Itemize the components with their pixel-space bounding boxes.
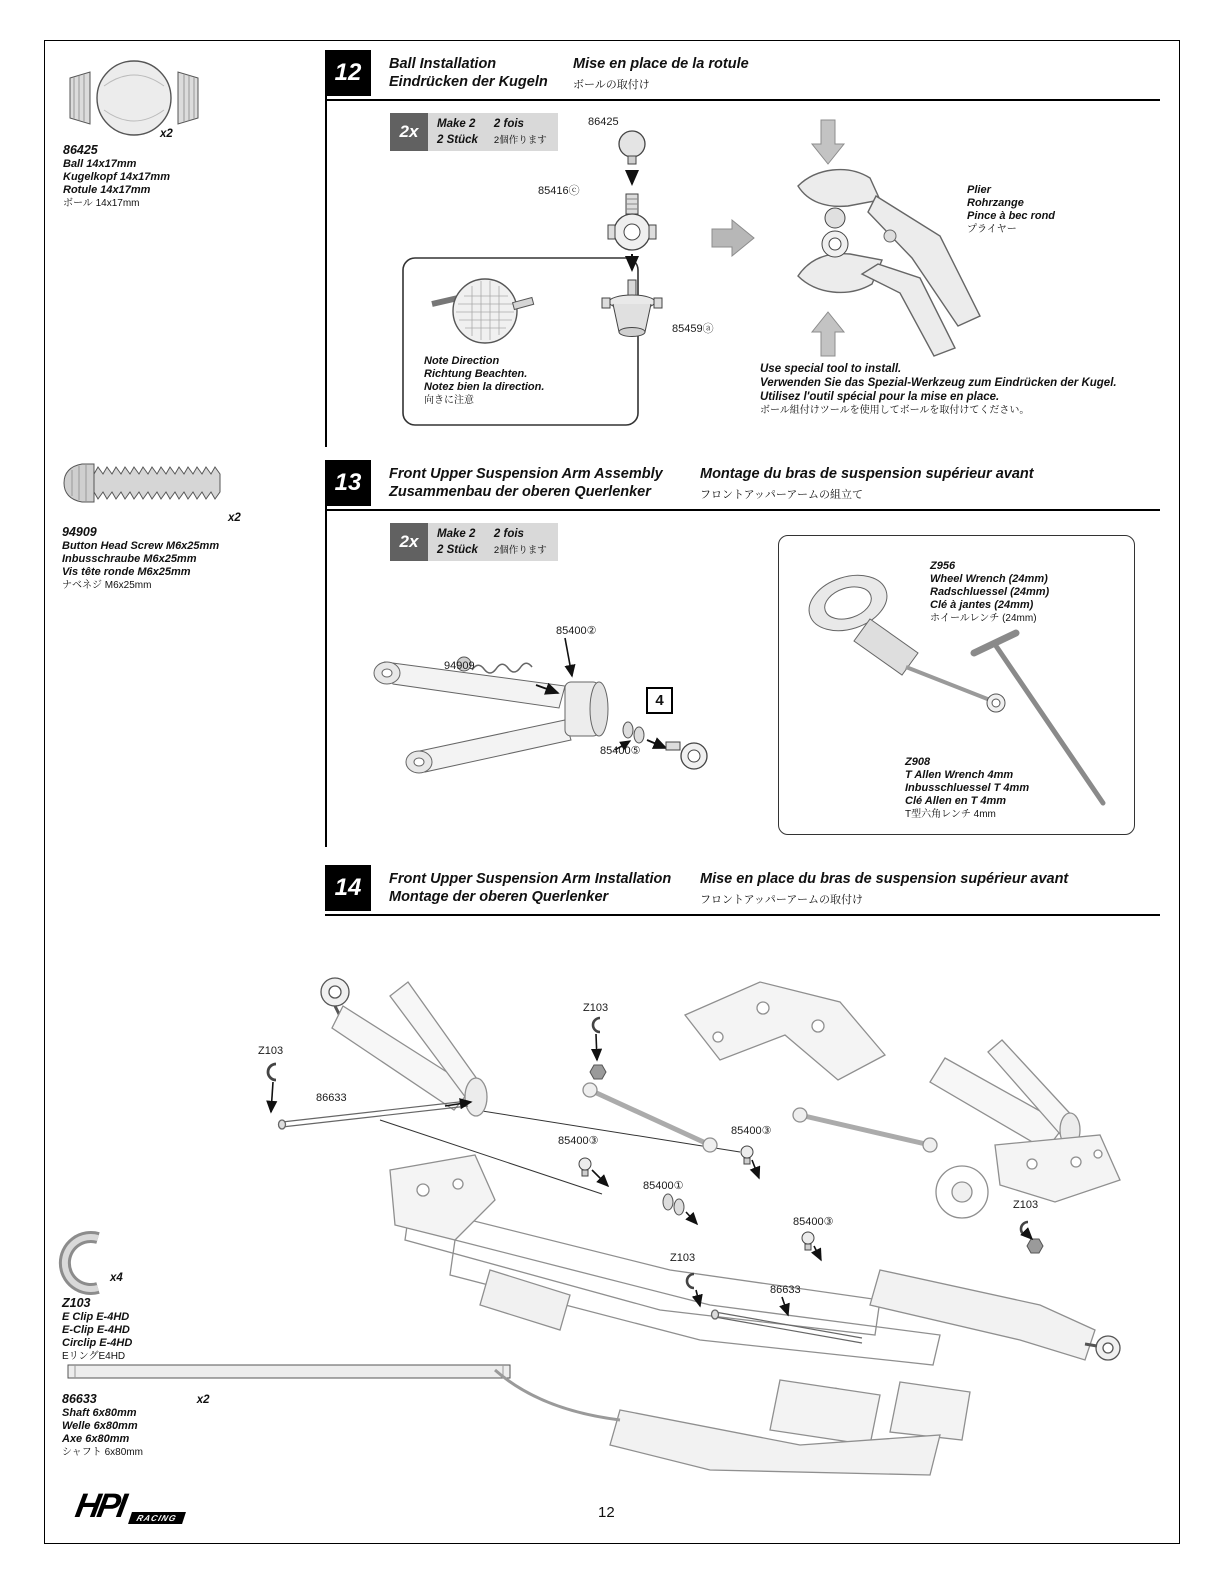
note-fr: Notez bien la direction. bbox=[424, 381, 545, 393]
plier-en: Plier bbox=[967, 184, 991, 196]
step-12-title-de: Eindrücken der Kugeln bbox=[389, 74, 548, 90]
plier-jp: プライヤー bbox=[967, 224, 1017, 235]
make-label-en: Make 2 bbox=[437, 118, 476, 130]
tool-z956-label bbox=[930, 560, 1049, 625]
tool-name-de: Inbusschluessel T 4mm bbox=[905, 782, 1030, 794]
hpi-racing-badge: RACING bbox=[128, 1512, 185, 1524]
part-label-z103: Z103 bbox=[583, 1002, 609, 1014]
step-reference-box: 4 bbox=[646, 687, 673, 714]
step-14-chassis-diagram bbox=[240, 940, 1160, 1495]
step-12-title-en: Ball Installation bbox=[389, 56, 497, 72]
tool-name-jp: ホイールレンチ (24mm) bbox=[930, 613, 1037, 624]
part-name-de: Inbusschraube M6x25mm bbox=[62, 553, 197, 565]
tool-id: Z908 bbox=[905, 756, 931, 768]
ball-part-illustration bbox=[60, 52, 208, 144]
part-label-94909: 94909 bbox=[444, 660, 475, 672]
part-label-86633: 86633 bbox=[770, 1284, 801, 1296]
part-label-85400-3: 85400③ bbox=[558, 1135, 599, 1147]
part-id: Z103 bbox=[62, 1296, 91, 1310]
make-label-fr: 2 fois bbox=[493, 528, 524, 540]
step-14-number: 14 bbox=[325, 865, 371, 911]
part-name-en: Button Head Screw M6x25mm bbox=[62, 540, 220, 552]
step-12-vrule bbox=[325, 50, 327, 447]
part-id: 86633 bbox=[62, 1392, 97, 1406]
part-name-fr: Circlip E-4HD bbox=[62, 1337, 133, 1349]
part-name-en: E Clip E-4HD bbox=[62, 1311, 130, 1323]
part-caption-86633 bbox=[62, 1392, 210, 1459]
note-en: Note Direction bbox=[424, 355, 500, 367]
make-label-jp: 2個作ります bbox=[493, 545, 547, 556]
step-13-rule bbox=[325, 509, 1160, 511]
step-13-arm-diagram bbox=[360, 590, 780, 810]
step-13-title-fr: Montage du bras de suspension supérieur avant bbox=[700, 466, 1034, 482]
part-name-jp: ボール 14x17mm bbox=[63, 198, 140, 209]
page-number: 12 bbox=[598, 1504, 615, 1521]
eclip-part-illustration bbox=[58, 1230, 114, 1296]
part-caption-z103 bbox=[62, 1296, 132, 1363]
part-name-jp: ナベネジ M6x25mm bbox=[62, 580, 152, 591]
step-14-rule bbox=[325, 914, 1160, 916]
tool-name-de: Radschluessel (24mm) bbox=[930, 586, 1050, 598]
part-name-fr: Rotule 14x17mm bbox=[63, 184, 151, 196]
part-label-85400-3: 85400③ bbox=[793, 1216, 834, 1228]
note-jp: 向きに注意 bbox=[424, 395, 474, 406]
part-name-de: Kugelkopf 14x17mm bbox=[63, 171, 170, 183]
make-label-fr: 2 fois bbox=[493, 118, 524, 130]
step-13-number: 13 bbox=[325, 460, 371, 506]
tool-name-fr: Clé Allen en T 4mm bbox=[905, 795, 1007, 807]
hpi-logo-text: HPI bbox=[72, 1487, 128, 1525]
part-label-z103: Z103 bbox=[258, 1045, 284, 1057]
make-2-callout bbox=[390, 523, 558, 561]
step-12-rule bbox=[325, 99, 1160, 101]
part-label-z103: Z103 bbox=[1013, 1199, 1039, 1211]
tool-note-de: Verwenden Sie das Spezial-Werkzeug zum Eindrücken der Kugel. bbox=[760, 377, 1117, 389]
tool-name-fr: Clé à jantes (24mm) bbox=[930, 599, 1034, 611]
part-label-85400-2: 85400② bbox=[556, 625, 597, 637]
part-qty: x4 bbox=[110, 1272, 123, 1284]
make-label-de: 2 Stück bbox=[437, 134, 478, 146]
note-de: Richtung Beachten. bbox=[424, 368, 528, 380]
make-label-en: Make 2 bbox=[437, 528, 476, 540]
step-12-title-fr: Mise en place de la rotule bbox=[573, 56, 749, 72]
part-name-jp: EリングE4HD bbox=[62, 1351, 126, 1362]
tool-name-en: T Allen Wrench 4mm bbox=[905, 769, 1014, 781]
step-12-title-jp: ボールの取付け bbox=[573, 79, 650, 91]
part-label-86425: 86425 bbox=[588, 116, 619, 128]
tool-z908-label bbox=[905, 756, 1029, 821]
part-qty: x2 bbox=[160, 128, 173, 140]
part-qty: x2 bbox=[228, 512, 241, 524]
part-caption-86425 bbox=[63, 143, 170, 210]
tool-id: Z956 bbox=[930, 560, 956, 572]
step-13-vrule bbox=[325, 460, 327, 847]
make-count-badge: 2x bbox=[390, 523, 428, 561]
part-name-en: Ball 14x17mm bbox=[63, 158, 137, 170]
part-label-85416: 85416ⓒ bbox=[538, 185, 580, 197]
part-id: 94909 bbox=[62, 525, 97, 539]
make-label-jp: 2個作ります bbox=[493, 135, 547, 146]
step-14-title-en: Front Upper Suspension Arm Installation bbox=[389, 871, 672, 887]
tool-note-en: Use special tool to install. bbox=[760, 363, 902, 375]
part-name-fr: Axe 6x80mm bbox=[62, 1433, 130, 1445]
tool-name-jp: T型六角レンチ 4mm bbox=[905, 809, 996, 820]
screw-part-illustration bbox=[60, 460, 225, 510]
plier-fr: Pince à bec rond bbox=[967, 210, 1056, 222]
step-14-title-jp: フロントアッパーアームの取付け bbox=[700, 894, 864, 906]
part-id: 86425 bbox=[63, 143, 98, 157]
part-label-z103: Z103 bbox=[670, 1252, 696, 1264]
plier-de: Rohrzange bbox=[967, 197, 1024, 209]
make-count-badge: 2x bbox=[390, 113, 428, 151]
step-12-number: 12 bbox=[325, 50, 371, 96]
part-name-en: Shaft 6x80mm bbox=[62, 1407, 137, 1419]
step-14-title-fr: Mise en place du bras de suspension supérieur avant bbox=[700, 871, 1069, 887]
step-13-title-de: Zusammenbau der oberen Querlenker bbox=[389, 484, 651, 500]
part-label-86633: 86633 bbox=[316, 1092, 347, 1104]
part-label-85400-5: 85400⑤ bbox=[600, 745, 641, 757]
step-13-title-jp: フロントアッパーアームの組立て bbox=[700, 489, 864, 501]
tool-note-jp: ボール組付けツールを使用してボールを取付けてください。 bbox=[760, 405, 1030, 416]
tool-name-en: Wheel Wrench (24mm) bbox=[930, 573, 1048, 585]
hpi-logo bbox=[72, 1487, 216, 1532]
tool-note-fr: Utilisez l'outil spécial pour la mise en place. bbox=[760, 391, 1000, 403]
part-label-85400-3: 85400③ bbox=[731, 1125, 772, 1137]
step-13-title-en: Front Upper Suspension Arm Assembly bbox=[389, 466, 663, 482]
part-name-jp: シャフト 6x80mm bbox=[62, 1447, 143, 1458]
step-14-title-de: Montage der oberen Querlenker bbox=[389, 889, 609, 905]
part-name-de: E-Clip E-4HD bbox=[62, 1324, 130, 1336]
make-label-de: 2 Stück bbox=[437, 544, 478, 556]
part-caption-94909 bbox=[62, 525, 219, 592]
part-name-de: Welle 6x80mm bbox=[62, 1420, 138, 1432]
note-direction-text bbox=[424, 355, 544, 407]
plier-label bbox=[967, 184, 1055, 236]
part-name-fr: Vis tête ronde M6x25mm bbox=[62, 566, 191, 578]
part-qty: x2 bbox=[196, 1394, 210, 1406]
part-label-85400-1: 85400① bbox=[643, 1180, 684, 1192]
special-tool-note bbox=[760, 362, 1117, 418]
part-label-85459: 85459ⓐ bbox=[672, 323, 714, 335]
